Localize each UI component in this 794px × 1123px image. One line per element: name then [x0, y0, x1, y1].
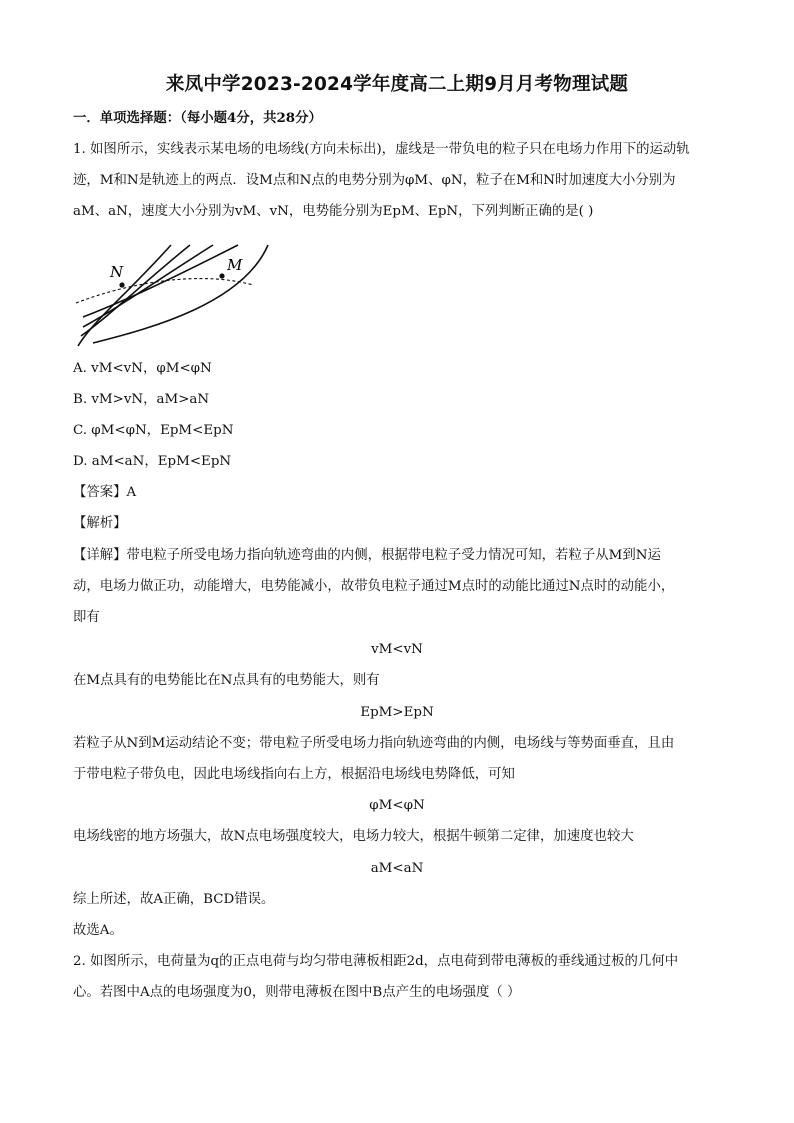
detail-line-7: 电场线密的地方场强大，故N点电场强度较大，电场力较大，根据牛顿第二定律，加速度也较大 [73, 829, 634, 844]
point-m [219, 273, 224, 278]
analysis-label: 【解析】 [73, 516, 127, 531]
trajectory-dashed [76, 279, 253, 303]
option-b: B. vM>vN，aM>aN [73, 392, 210, 407]
q2-stem-line-2: 心。若图中A点的电场强度为0，则带电薄板在图中B点产生的电场强度（ ） [73, 985, 521, 1000]
equation-2: EpM>EpN [360, 705, 434, 720]
option-c: C. φM<φN，EpM<EpN [73, 423, 234, 438]
detail-line-3: 即有 [73, 610, 100, 625]
detail-line-2: 动，电场力做正功，动能增大，电势能减小，故带负电粒子通过M点时的动能比通过N点时的动能小， [73, 579, 675, 594]
equation-1: vM<vN [371, 642, 423, 657]
field-line-3 [83, 245, 213, 327]
field-line-1 [78, 245, 171, 346]
equation-3: φM<φN [369, 798, 425, 813]
label-n: N [110, 263, 124, 281]
q2-stem-line-1: 2. 如图所示，电荷量为q的正点电荷与均匀带电薄板相距2d，点电荷到带电薄板的垂线通过板的几何中 [73, 954, 679, 969]
detail-line-6: 于带电粒子带负电，因此电场线指向右上方，根据沿电场线电势降低，可知 [73, 767, 515, 782]
section-heading: 一．单项选择题：（每小题4分，共28分） [73, 110, 322, 126]
detail-line-8: 综上所述，故A正确，BCD错误。 [73, 892, 275, 907]
equation-4: aM<aN [370, 861, 424, 876]
q1-stem-line-2: 迹，M和N是轨迹上的两点．设M点和N点的电势分别为φM、φN，粒子在M和N时加速度大小分别为 [73, 173, 676, 188]
page-title: 来凤中学2023-2024学年度高二上期9月月考物理试题 [165, 74, 629, 95]
detail-line-9: 故选A。 [73, 923, 123, 938]
label-m: M [227, 256, 243, 274]
detail-line-5: 若粒子从N到M运动结论不变；带电粒子所受电场力指向轨迹弯曲的内侧，电场线与等势面垂直，且由 [73, 736, 675, 751]
detail-line-1: 【详解】带电粒子所受电场力指向轨迹弯曲的内侧，根据带电粒子受力情况可知，若粒子从M到N运 [73, 548, 661, 563]
detail-line-4: 在M点具有的电势能比在N点具有的电势能大，则有 [73, 673, 380, 688]
q1-stem-line-1: 1. 如图所示，实线表示某电场的电场线(方向未标出)，虚线是一带负电的粒子只在电场力作用下的运动轨 [73, 142, 690, 157]
option-a: A. vM<vN，φM<φN [73, 361, 212, 376]
electric-field-figure [73, 243, 273, 353]
point-n [119, 282, 124, 287]
q1-stem-line-3: aM、aN，速度大小分别为vM、vN，电势能分别为EpM、EpN，下列判断正确的是( ) [73, 204, 594, 219]
option-d: D. aM<aN，EpM<EpN [73, 454, 232, 469]
answer-line: 【答案】A [73, 485, 137, 500]
